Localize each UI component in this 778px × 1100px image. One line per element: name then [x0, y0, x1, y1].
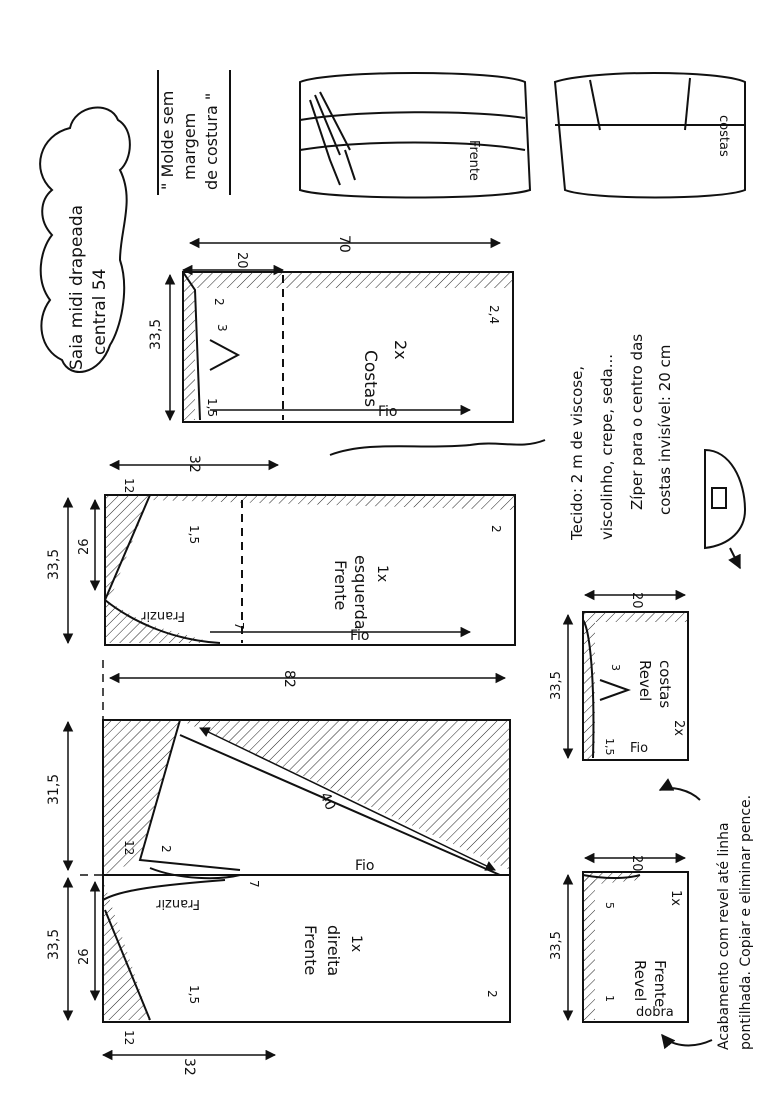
back-piece-mark-dart-width: 3	[215, 324, 229, 332]
front-right-dim-drape: 26	[77, 948, 92, 965]
facing-back-grain: Fio	[630, 741, 649, 756]
facing-back-mark-15: 1,5	[603, 738, 616, 756]
back-skirt-illustration	[555, 73, 745, 198]
front-left-dim-drape: 26	[77, 538, 92, 555]
front-right-gather-label: Franzir	[156, 896, 200, 911]
back-piece-dim-length: 70	[336, 235, 352, 253]
front-left-gather-label: Franzir	[141, 608, 185, 623]
front-right-dim-bottom: 12	[122, 1030, 136, 1046]
back-piece-mark-hip: 1,5	[205, 398, 219, 418]
note-no-seam-line1: " Molde sem	[158, 90, 177, 190]
front-right-mark-fold: 7	[247, 880, 261, 888]
facing-back-piece	[549, 592, 688, 760]
back-piece-qty: 2x	[391, 340, 410, 360]
facing-back-dim-top: 20	[629, 592, 644, 609]
back-piece-dim-width: 33,5	[148, 318, 164, 350]
fabric-note-line4: costas invisível: 20 cm	[656, 344, 674, 515]
no-seam-allowance-note	[158, 70, 230, 195]
note-no-seam-line2: margem	[180, 112, 199, 180]
facing-back-mark-3: 3	[609, 664, 622, 671]
back-piece-mark-hem: 2,4	[487, 305, 501, 325]
zipper-sketch	[705, 450, 745, 568]
title-line1: Saia midi drapeada	[67, 204, 87, 370]
front-left-qty: 1x	[374, 565, 390, 583]
front-left-mark-1: 1,5	[187, 525, 201, 545]
front-right-piece	[46, 720, 510, 1076]
fabric-note	[568, 334, 674, 541]
front-left-name2: esquerda	[351, 555, 370, 630]
front-right-dim-width: 33,5	[46, 928, 62, 960]
facing-back-name: Revel	[636, 660, 654, 702]
front-right-mark-2b: 2	[485, 990, 499, 998]
facing-front-mark-5: 5	[603, 902, 616, 909]
front-right-mark-1: 1,5	[187, 985, 201, 1005]
fabric-note-line3: Zíper para o centro das	[628, 333, 646, 510]
facing-front-name2: Frente	[651, 960, 669, 1008]
front-right-name2: direita	[324, 925, 343, 977]
back-piece-name: Costas	[360, 350, 380, 408]
facing-back-qty: 2x	[671, 720, 686, 736]
front-right-mark-diag: 40	[316, 789, 339, 813]
fabric-note-line2: viscolinho, crepe, seda...	[598, 353, 616, 540]
facing-front-fold: dobra	[636, 1005, 674, 1020]
facing-front-qty: 1x	[668, 890, 683, 906]
note-no-seam-line3: de costura "	[202, 92, 221, 190]
front-left-grain: Fio	[350, 628, 370, 644]
facing-front-piece	[549, 855, 688, 1022]
facing-back-dim-width: 33,5	[549, 671, 564, 700]
front-left-mark-2: 2	[489, 525, 503, 533]
facing-front-mark-1: 1	[603, 995, 616, 1002]
title-block	[40, 108, 130, 372]
back-piece-dim-top: 20	[234, 252, 249, 269]
front-left-dim-width: 33,5	[46, 548, 62, 580]
back-piece-mark-dart-depth: 2	[212, 298, 226, 306]
front-right-dim-width-bottom: 32	[181, 1058, 197, 1076]
finish-note	[660, 788, 754, 1050]
front-right-name: Frente	[301, 925, 320, 976]
fabric-note-line1: Tecido: 2 m de viscose,	[568, 365, 586, 540]
back-piece-grain: Fio	[378, 404, 398, 420]
facing-front-name: Revel	[631, 960, 649, 1002]
front-right-dim-top: 12	[122, 840, 136, 856]
finish-note-line1: Acabamento com revel até linha	[716, 822, 732, 1050]
back-illustration-label: costas	[716, 115, 731, 157]
title-line2: central 54	[90, 268, 110, 355]
facing-back-name2: costas	[656, 660, 674, 709]
front-illustration-label: Frente	[466, 140, 481, 181]
front-skirt-illustration	[300, 73, 530, 198]
front-right-grain: Fio	[355, 858, 375, 874]
front-left-dim-drape-top: 12	[122, 478, 136, 494]
finish-note-line2: pontilhada. Copiar e eliminar pence.	[738, 794, 754, 1050]
front-right-dim-upper: 31,5	[46, 773, 62, 805]
facing-front-dim-top: 20	[629, 855, 644, 872]
facing-front-dim-width: 33,5	[549, 931, 564, 960]
dim-total: 82	[281, 670, 297, 688]
front-right-qty: 1x	[348, 935, 364, 953]
front-left-mark-fold: 7	[232, 622, 246, 630]
front-right-mark-2a: 2	[159, 845, 173, 853]
front-left-name: Frente	[331, 560, 350, 611]
front-left-dim-top: 32	[186, 455, 202, 473]
